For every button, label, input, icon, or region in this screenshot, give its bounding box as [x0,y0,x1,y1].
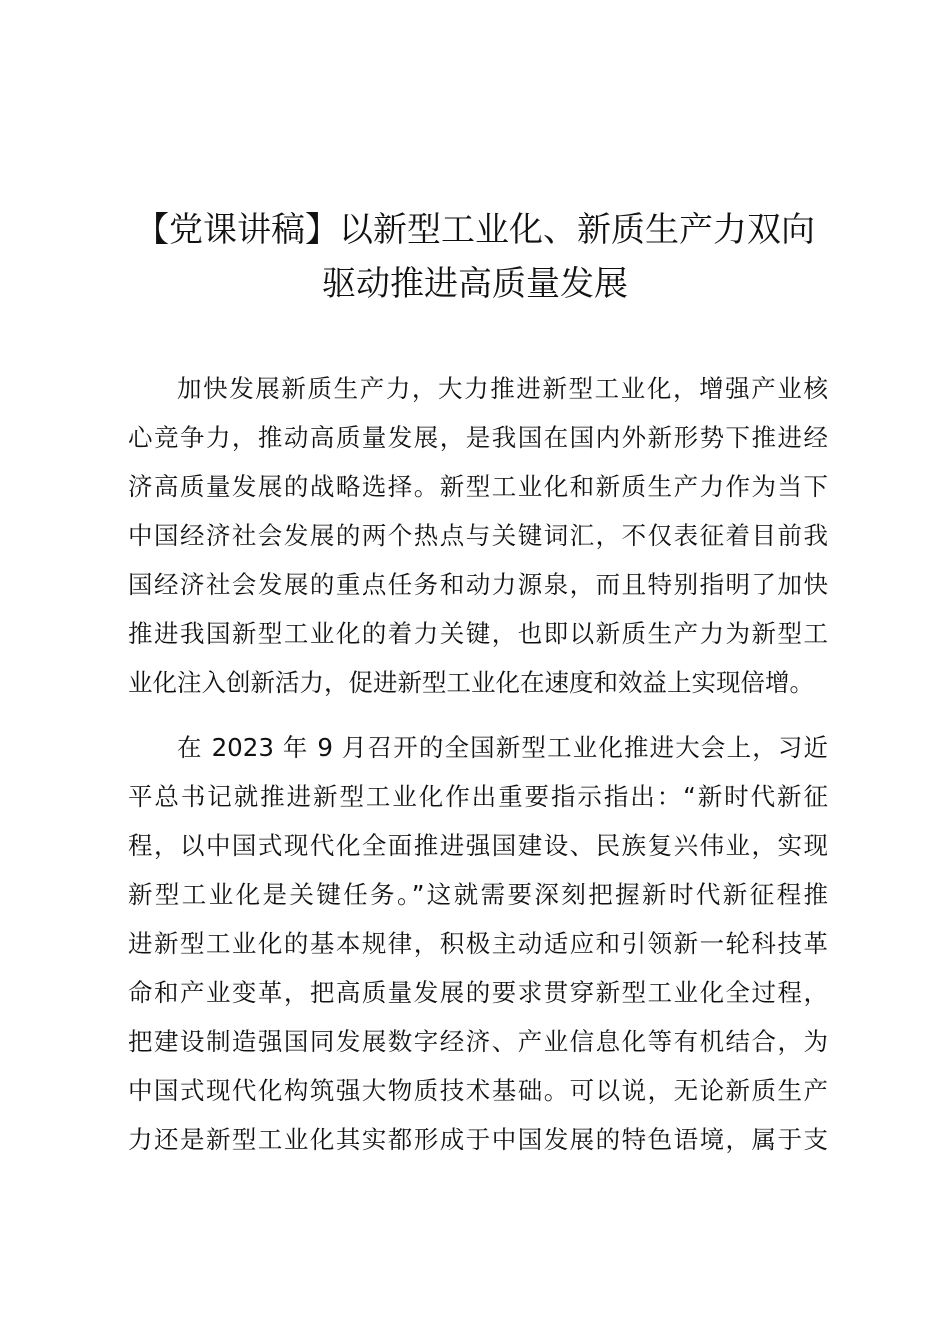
text-line: 推进我国新型工业化的着力关键，也即以新质生产力为新型工 [128,619,828,648]
text-line: 平总书记就推进新型工业化作出重要指示指出：“新时代新征 [128,782,828,811]
text-line: 进新型工业化的基本规律，积极主动适应和引领新一轮科技革 [128,929,828,958]
text-line: 中国经济社会发展的两个热点与关键词汇，不仅表征着目前我 [128,521,828,550]
paragraph-2 [128,723,828,1164]
document-body [128,364,828,1180]
text-line: 国经济社会发展的重点任务和动力源泉，而且特别指明了加快 [128,570,828,599]
title-line: 【党课讲稿】以新型工业化、新质生产力双向 [135,209,815,250]
text-line: 加快发展新质生产力，大力推进新型工业化，增强产业核 [177,374,828,403]
text-line: 命和产业变革，把高质量发展的要求贯穿新型工业化全过程， [128,978,828,1007]
text-line: 心竞争力，推动高质量发展，是我国在国内外新形势下推进经 [128,423,828,452]
text-line: 新型工业化是关键任务。”这就需要深刻把握新时代新征程推 [128,880,828,909]
paragraph-1 [128,364,828,707]
text-line: 业化注入创新活力，促进新型工业化在速度和效益上实现倍增。 [128,668,814,697]
text-line: 中国式现代化构筑强大物质技术基础。可以说，无论新质生产 [128,1076,828,1105]
text-line: 把建设制造强国同发展数字经济、产业信息化等有机结合，为 [128,1027,828,1056]
title-line: 驱动推进高质量发展 [322,263,628,304]
text-line: 程，以中国式现代化全面推进强国建设、民族复兴伟业，实现 [128,831,828,860]
text-line: 在 2023 年 9 月召开的全国新型工业化推进大会上，习近 [177,733,828,762]
text-line: 力还是新型工业化其实都形成于中国发展的特色语境，属于支 [128,1125,828,1154]
document-title [110,203,840,311]
text-line: 济高质量发展的战略选择。新型工业化和新质生产力作为当下 [128,472,828,501]
